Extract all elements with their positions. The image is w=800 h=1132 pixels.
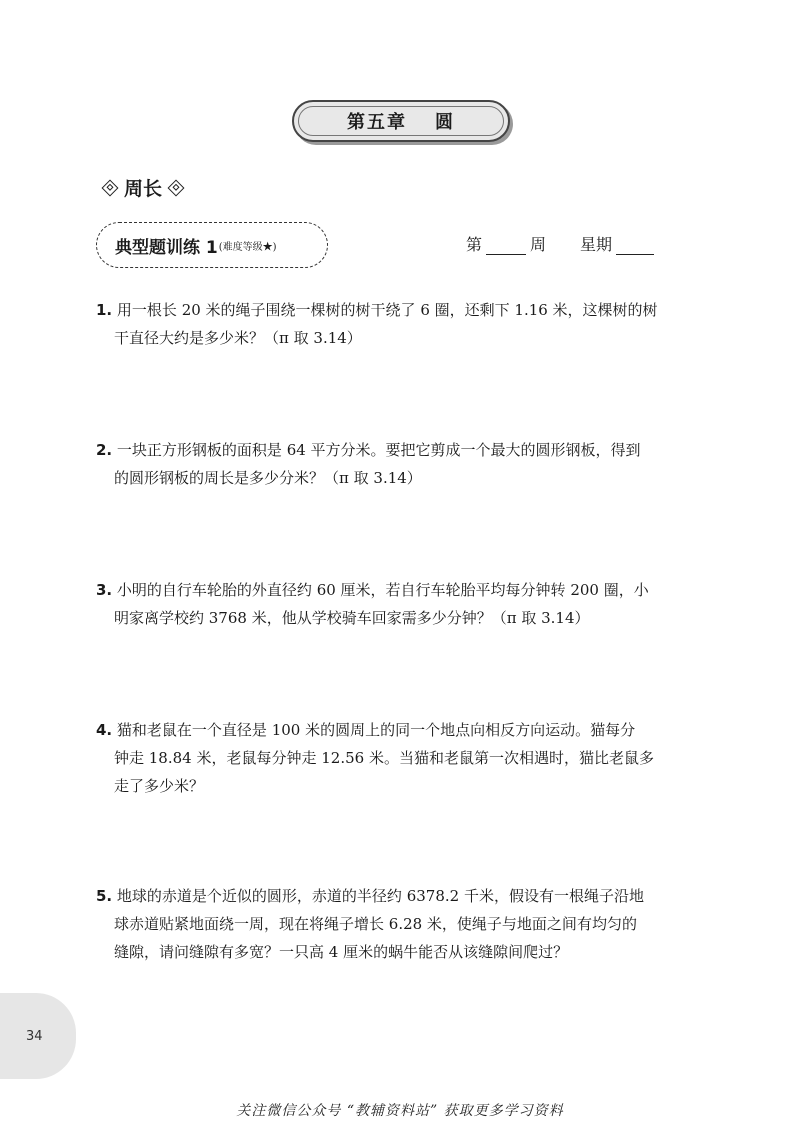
question-text: 干直径大约是多少米？（π 取 3.14） xyxy=(114,329,362,347)
week-prefix: 第 xyxy=(466,235,483,254)
question-text: 球赤道贴紧地面绕一周，现在将绳子增长 6.28 米，使绳子与地面之间有均匀的 xyxy=(114,915,637,933)
day-label: 星期 xyxy=(580,235,613,254)
schedule-fields xyxy=(466,232,654,255)
diamond-icon xyxy=(102,179,119,196)
question-number: 1. xyxy=(96,301,113,319)
question-1 xyxy=(96,296,716,352)
week-blank[interactable] xyxy=(486,236,526,255)
section-title: 周长 xyxy=(124,178,163,200)
question-2 xyxy=(96,436,716,492)
question-number: 3. xyxy=(96,581,113,599)
page-number-tab xyxy=(0,993,76,1079)
training-label-box xyxy=(96,222,328,268)
question-text: 小明的自行车轮胎的外直径约 60 厘米，若自行车轮胎平均每分钟转 200 圈，小 xyxy=(116,581,649,599)
question-text: 缝隙，请问缝隙有多宽？一只高 4 厘米的蜗牛能否从该缝隙间爬过？ xyxy=(114,943,569,961)
chapter-number: 第五章 xyxy=(347,112,407,133)
question-text: 明家离学校约 3768 米，他从学校骑车回家需多少分钟？（π 取 3.14） xyxy=(114,609,590,627)
question-number: 4. xyxy=(96,721,113,739)
section-heading xyxy=(96,174,190,201)
question-number: 5. xyxy=(96,887,113,905)
week-suffix: 周 xyxy=(530,235,547,254)
question-text: 钟走 18.84 米，老鼠每分钟走 12.56 米。当猫和老鼠第一次相遇时，猫比老鼠多 xyxy=(114,749,654,767)
question-text: 用一根长 20 米的绳子围绕一棵树的树干绕了 6 圈，还剩下 1.16 米，这棵树的树 xyxy=(116,301,658,319)
question-text: 地球的赤道是个近似的圆形，赤道的半径约 6378.2 千米，假设有一根绳子沿地 xyxy=(116,887,644,905)
diamond-icon xyxy=(168,179,185,196)
training-title: 典型题训练 1 xyxy=(115,237,218,258)
question-4 xyxy=(96,716,716,800)
day-blank[interactable] xyxy=(616,236,654,255)
question-text: 的圆形钢板的周长是多少分米？（π 取 3.14） xyxy=(114,469,422,487)
question-5 xyxy=(96,882,716,966)
footer-note: 关注微信公众号 “教辅资料站” 获取更多学习资料 xyxy=(236,1103,564,1119)
question-text: 一块正方形钢板的面积是 64 平方分米。要把它剪成一个最大的圆形钢板，得到 xyxy=(116,441,641,459)
chapter-name: 圆 xyxy=(435,112,455,133)
question-number: 2. xyxy=(96,441,113,459)
chapter-banner xyxy=(292,100,510,142)
question-text: 走了多少米？ xyxy=(114,777,205,795)
page-number: 34 xyxy=(26,1028,43,1044)
question-3 xyxy=(96,576,716,632)
difficulty-level: (难度等级★) xyxy=(218,241,277,253)
question-text: 猫和老鼠在一个直径是 100 米的圆周上的同一个地点向相反方向运动。猫每分 xyxy=(116,721,636,739)
chapter-title xyxy=(347,108,455,134)
